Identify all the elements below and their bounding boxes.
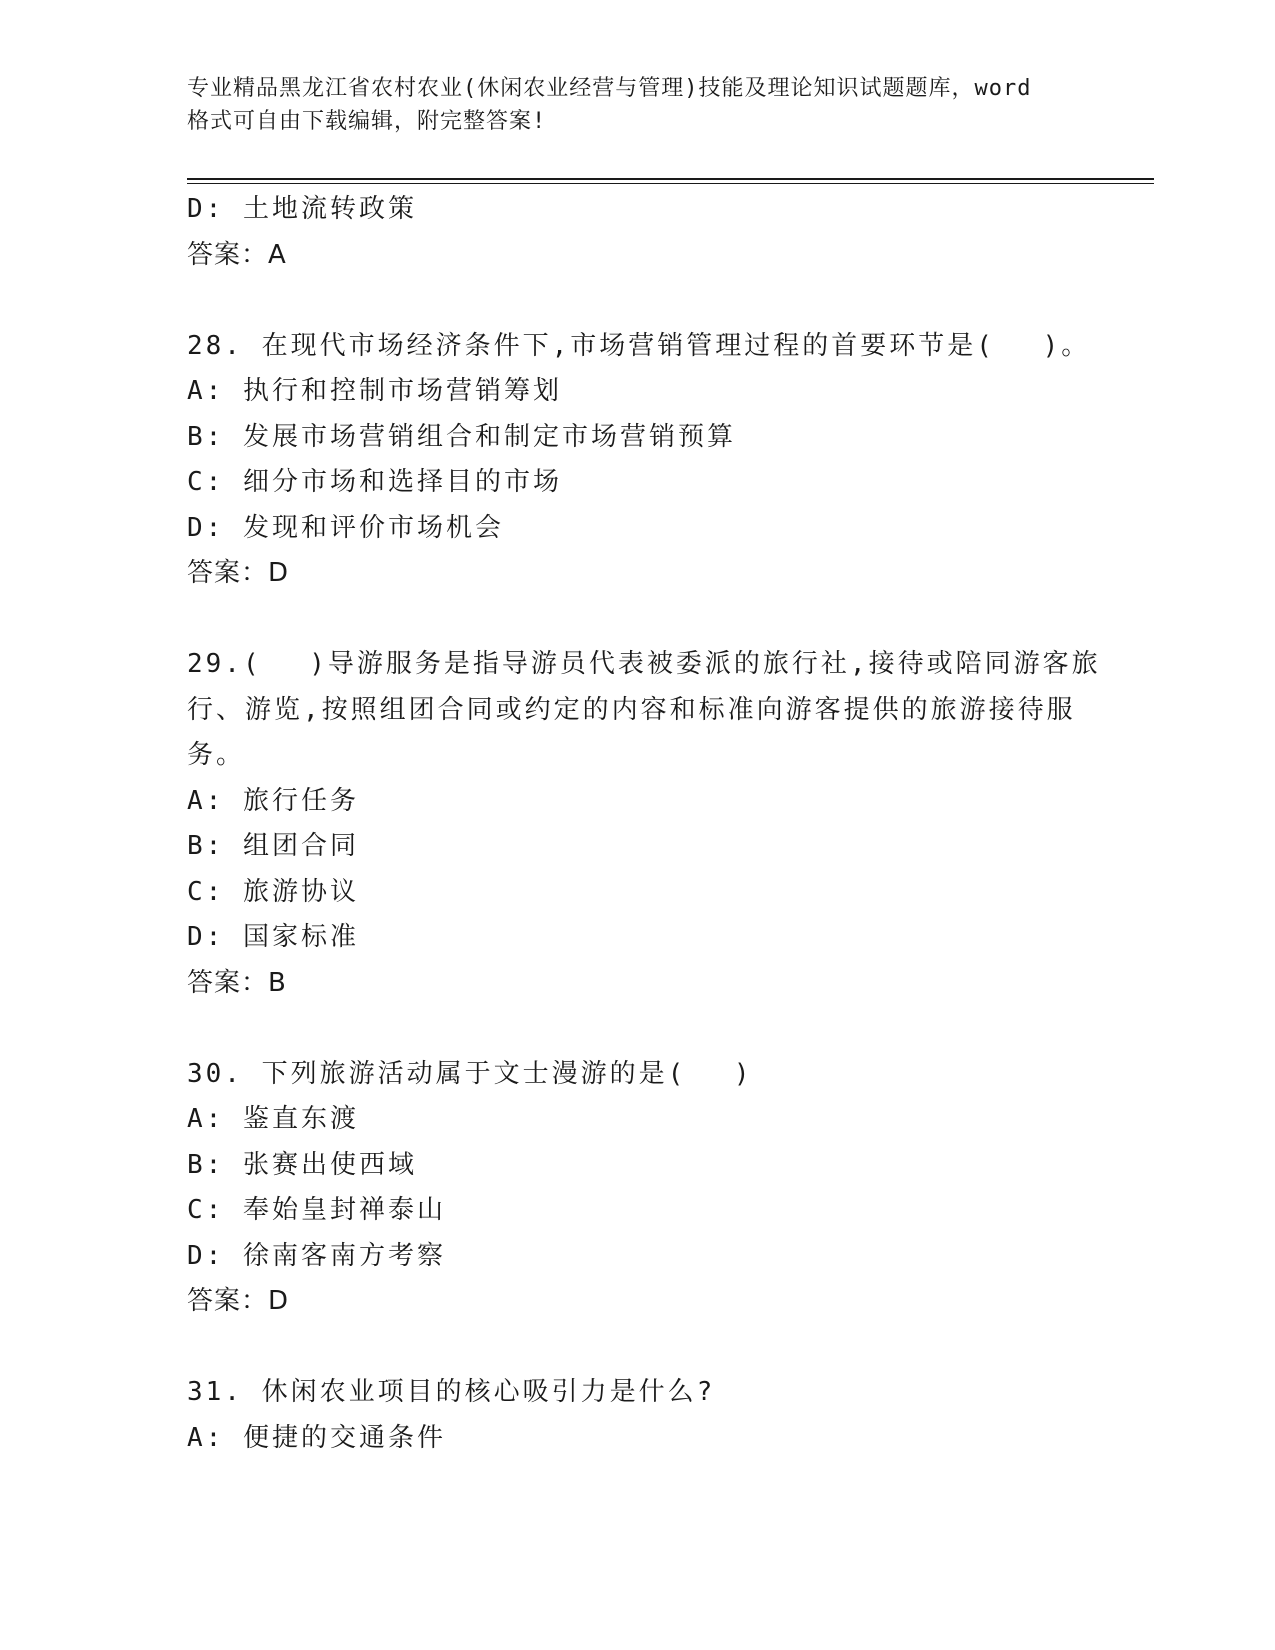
answer-label: 答案：A [187, 239, 287, 270]
question-text: 31. 休闲农业项目的核心吸引力是什么? [187, 1377, 716, 1407]
question-block-27-tail [187, 187, 1087, 278]
answer-label: 答案：B [187, 967, 287, 998]
question-text-line-3: 务。 [187, 740, 246, 770]
question-text: 30. 下列旅游活动属于文士漫游的是( ) [187, 1058, 753, 1089]
answer-label: 答案：D [187, 558, 290, 588]
option-a: A: 执行和控制市场营销筹划 [187, 376, 562, 406]
option-d: D: 徐南客南方考察 [187, 1240, 446, 1271]
header-line-2: 格式可自由下载编辑，附完整答案! [187, 109, 547, 134]
header-rule-thick [187, 178, 1154, 180]
option-d: D: 土地流转政策 [187, 194, 417, 224]
question-text: 28. 在现代市场经济条件下,市场营销管理过程的首要环节是( )。 [187, 330, 1091, 361]
spacer [187, 1325, 1087, 1371]
question-text-line-2: 行、游览,按照组团合同或约定的内容和标准向游客提供的旅游接待服 [187, 694, 1076, 725]
option-a: A: 旅行任务 [187, 785, 359, 816]
question-block-30 [187, 1052, 1087, 1325]
spacer [187, 278, 1087, 324]
option-a: A: 鉴直东渡 [187, 1104, 359, 1134]
option-c: C: 旅游协议 [187, 876, 359, 907]
option-d: D: 国家标准 [187, 922, 359, 952]
option-b: B: 发展市场营销组合和制定市场营销预算 [187, 421, 736, 452]
answer-label: 答案：D [187, 1286, 290, 1316]
question-text-line-1: 29.( )导游服务是指导游员代表被委派的旅行社,接待或陪同游客旅 [187, 649, 1101, 679]
option-b: B: 张赛出使西域 [187, 1149, 417, 1180]
question-block-28 [187, 324, 1091, 597]
question-block-29 [187, 642, 1101, 1006]
option-a: A: 便捷的交通条件 [187, 1422, 446, 1453]
option-d: D: 发现和评价市场机会 [187, 512, 504, 543]
question-list [187, 187, 1101, 1461]
option-c: C: 奉始皇封禅泰山 [187, 1195, 446, 1225]
document-header [187, 72, 1087, 138]
option-c: C: 细分市场和选择目的市场 [187, 467, 562, 497]
question-block-31 [187, 1370, 1087, 1461]
header-rule-thin [187, 183, 1154, 184]
spacer [187, 597, 1087, 643]
option-b: B: 组团合同 [187, 831, 359, 861]
header-line-1: 专业精品黑龙江省农村农业(休闲农业经营与管理)技能及理论知识试题题库，word [187, 76, 1032, 101]
spacer [187, 1006, 1087, 1052]
